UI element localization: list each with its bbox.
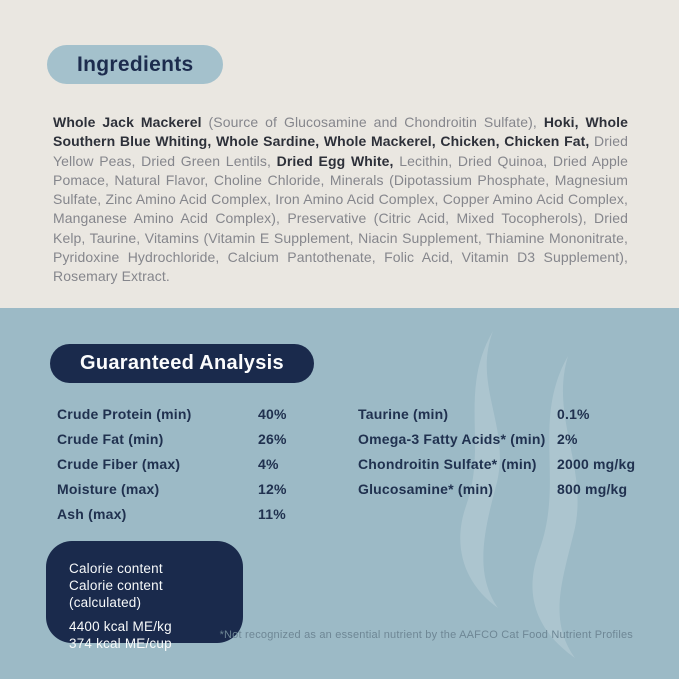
ingredients-paragraph [53,113,628,287]
table-row [57,501,287,526]
calorie-content-line: 4400 kcal ME/kg [69,619,172,634]
guaranteed-analysis-right-column [358,401,635,501]
table-row [358,401,635,426]
nutrient-label: Crude Fiber (max) [57,455,181,472]
table-row [358,426,635,451]
table-row [57,476,287,501]
nutrient-value: 40% [258,405,287,422]
calorie-content-box [46,541,243,651]
nutrient-value: 0.1% [557,405,590,422]
nutrient-label: Ash (max) [57,505,127,522]
calorie-content-values [69,618,233,652]
nutrient-label: Crude Protein (min) [57,405,192,422]
ingredient-segment: (Source of Glucosamine and Chondroitin Sulfate), [201,114,544,130]
nutrient-label: Moisture (max) [57,480,160,497]
ingredient-segment: Whole Jack Mackerel [53,114,202,130]
nutrient-value: 2% [557,430,578,447]
guaranteed-analysis-heading [50,344,314,383]
nutrient-label: Omega-3 Fatty Acids* (min) [358,430,546,447]
ingredient-segment: Hoki, Whole Southern Blue Whiting, Whole Sardine, Whole Mackerel, Chicken, Chicken Fat, [53,114,628,150]
calorie-content-line: Calorie content (calculated) [69,578,163,610]
ingredients-heading [47,45,223,84]
nutrient-value: 26% [258,430,287,447]
table-row [358,476,635,501]
calorie-content-line: Calorie content [69,561,163,576]
ingredients-heading-label: Ingredients [77,52,194,76]
guaranteed-analysis-left-column [57,401,287,526]
ingredient-segment: Lecithin, Dried Quinoa, Dried Apple Pomace, Natural Flavor, Choline Chloride, Minerals (Dipotassium Phosphate, Magnesium Sulfate, Zinc Amino Acid Complex, Iron Amino Acid Complex, Copper Amino Acid Complex, Manganese Amino Acid Complex), Preservative (Citric Acid, Mixed Tocopherols), Dried Kelp, Taurine, Vitamins (Vitamin E Supplement, Niacin Supplement, Thiamine Mononitrate, Pyridoxine Hydrochloride, Calcium Pantothenate, Folic Acid, Vitamin D3 Supplement), Rosemary Extract. [53,152,629,285]
nutrient-label: Chondroitin Sulfate* (min) [358,455,537,472]
nutrient-value: 800 mg/kg [557,480,628,497]
table-row [358,451,635,476]
aafco-footnote: *Not recognized as an essential nutrient by the AAFCO Cat Food Nutrient Profiles [219,629,633,641]
table-row [57,451,287,476]
nutrient-value: 2000 mg/kg [557,455,636,472]
nutrient-label: Glucosamine* (min) [358,480,494,497]
guaranteed-analysis-heading-label: Guaranteed Analysis [80,352,284,374]
calorie-content-titles [69,560,233,611]
nutrient-label: Taurine (min) [358,405,449,422]
nutrient-value: 12% [258,480,287,497]
nutrient-label: Crude Fat (min) [57,430,164,447]
ingredient-segment: Dried Yellow Peas, Dried Green Lentils, [53,133,628,169]
table-row [57,426,287,451]
nutrient-value: 11% [258,505,286,522]
table-row [57,401,287,426]
nutrient-value: 4% [258,455,279,472]
calorie-content-line: 374 kcal ME/cup [69,636,172,651]
ingredient-segment: Dried Egg White, [276,152,394,169]
